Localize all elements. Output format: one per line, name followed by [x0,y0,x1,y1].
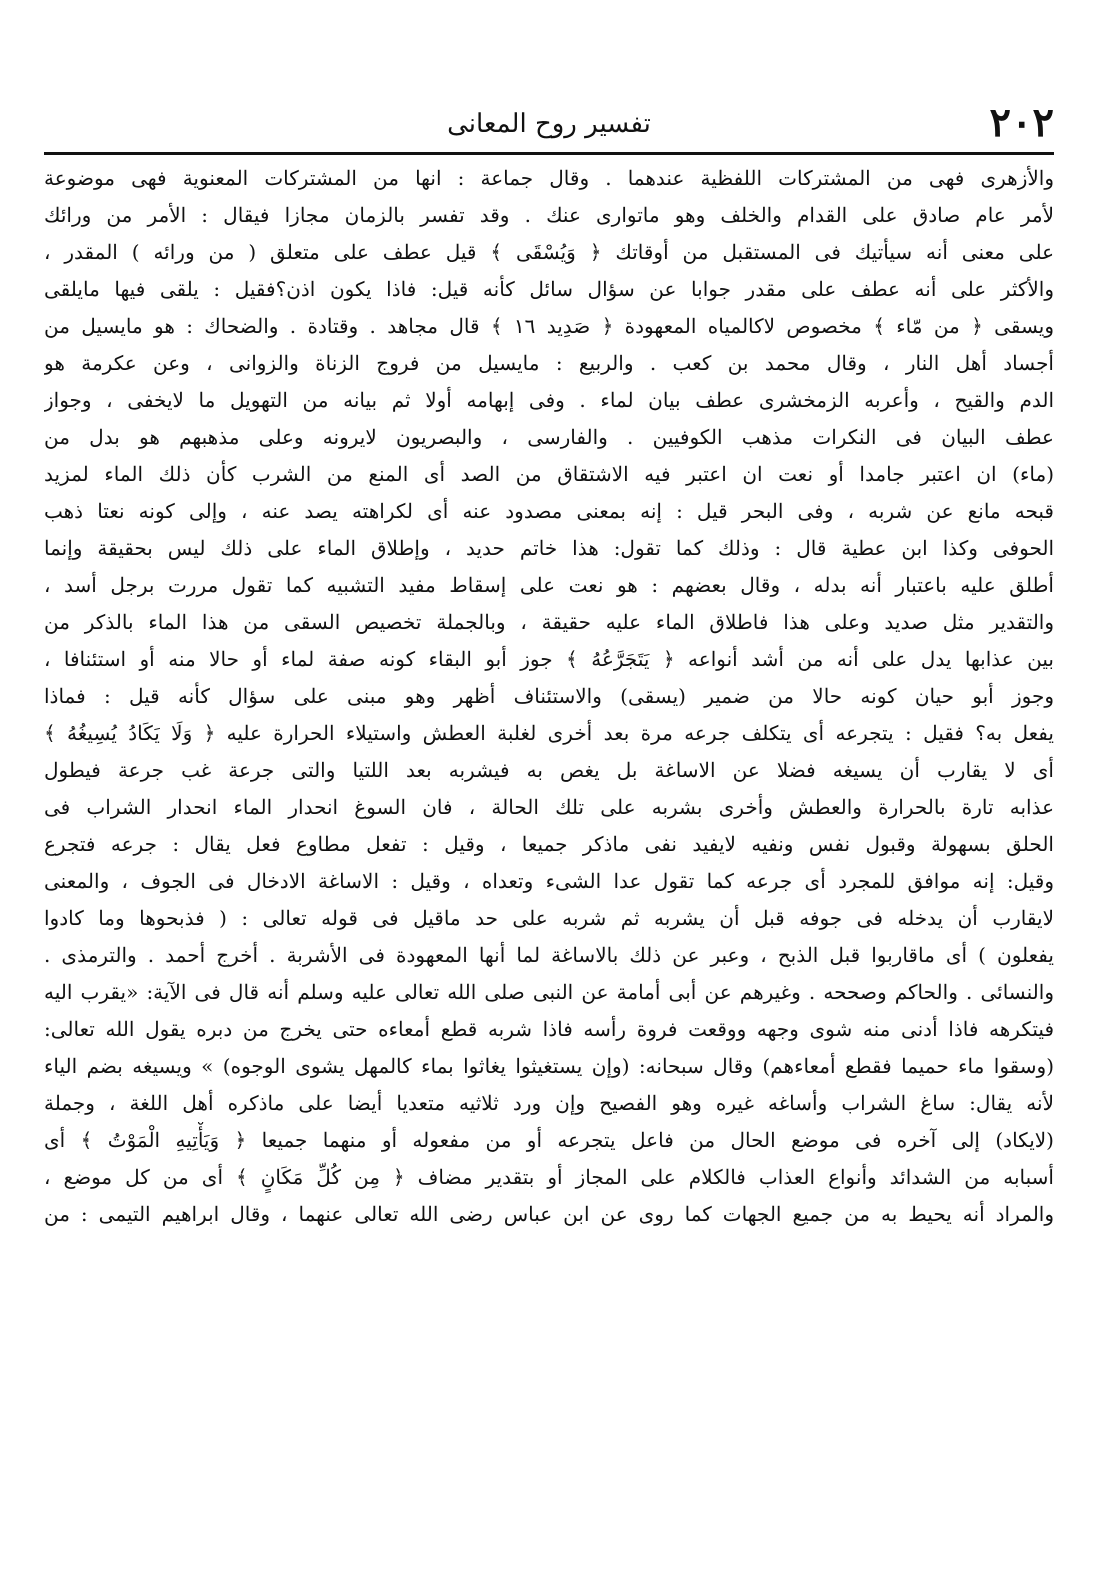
running-title: تفسير روح المعانى [447,109,651,139]
text-line: فيتكرهه فاذا أدنى منه شوى وجهه ووقعت فروة رأسه فاذا شربه قطع أمعاءه حتى يخرج من دبره يقول الله تعالى: [44,1017,1054,1041]
text-line: عذابه تارة بالحرارة والعطش وأخرى بشربه على تلك الحالة ، فان السوغ انحدار الماء انحدار الشراب فى [44,795,1054,819]
text-line: أطلق عليه باعتبار أنه بدله ، وقال بعضهم : هو نعت على إسقاط مفيد التشبيه كما تقول مررت برجل أسد ، [44,573,1054,597]
text-line: والنسائى . والحاكم وصححه . وغيرهم عن أبى أمامة عن النبى صلى الله تعالى عليه وسلم أنه قال فى الآية: «يقرب اليه [44,980,1054,1004]
text-line: الحلق بسهولة وقبول نفس ونفيه لايفيد نفى ماذكر جميعا ، وقيل : تفعل مطاوع فعل يقال : جرعه فتجرع [44,832,1054,856]
page-header [44,100,1054,150]
text-line: (ماء) ان اعتبر جامدا أو نعت ان اعتبر فيه الاشتقاق من الصد أى المنع من الشرب كأن ذلك الماء لمزيد [44,462,1054,486]
text-line: وقيل: إنه موافق للمجرد أى جرعه كما تقول عدا الشىء وتعداه ، وقيل : الاساغة الادخال فى الجوف ، والمعنى [44,869,1054,893]
text-line: ويسقى ﴿ من مّاء ﴾ مخصوص لاكالمياه المعهودة ﴿ صَدِيد ١٦ ﴾ قال مجاهد . وقتادة . والضحاك : هو مايسيل من [44,314,1054,338]
text-line: والأكثر على أنه عطف على مقدر جوابا عن سؤال سائل كأنه قيل: فاذا يكون اذن؟فقيل : يلقى فيها مايلقى [44,277,1054,301]
text-line: أى لا يقارب أن يسيغه فضلا عن الاساغة بل يغص به فيشربه بعد اللتيا والتى جرعة غب جرعة فيطول [44,758,1054,782]
text-line: على معنى أنه سيأتيك فى المستقبل من أوقاتك ﴿ وَيُسْقَى ﴾ قيل عطف على متعلق ( من ورائه ) المقدر ، [44,240,1054,264]
text-line: لأنه يقال: ساغ الشراب وأساغه غيره وهو الفصيح وإن ورد ثلاثيه متعديا أيضا على ماذكره أهل اللغة ، وجملة [44,1091,1054,1115]
text-line: لأمر عام صادق على القدام والخلف وهو ماتوارى عنك . وقد تفسر بالزمان مجازا فيقال : الأمر من ورائك [44,203,1054,227]
text-line: أسبابه من الشدائد وأنواع العذاب فالكلام على المجاز أو بتقدير مضاف ﴿ مِن كُلِّ مَكَانٍ ﴾ أى من كل موضع ، [44,1165,1054,1189]
text-line: والمراد أنه يحيط به من جميع الجهات كما روى عن ابن عباس رضى الله تعالى عنهما ، وقال ابراهيم التيمى : من [44,1202,1054,1226]
text-line: أجساد أهل النار ، وقال محمد بن كعب . والربيع : مايسيل من فروج الزناة والزوانى ، وعن عكرمة هو [44,351,1054,375]
text-line: بين عذابها يدل على أنه من أشد أنواعه ﴿ يَتَجَرَّعُهُ ﴾ جوز أبو البقاء كونه صفة لماء أو حالا منه أو استئنافا ، [44,647,1054,671]
text-line: والأزهرى فهى من المشتركات اللفظية عندهما . وقال جماعة : انها من المشتركات المعنوية فهى موضوعة [44,166,1054,190]
text-line: عطف البيان فى النكرات مذهب الكوفيين . والفارسى ، والبصريون لايرونه وعلى مذهبهم هو بدل من [44,425,1054,449]
text-line: قبحه مانع عن شربه ، وفى البحر قيل : إنه بمعنى مصدود عنه أى لكراهته يصد عنه ، وإلى كونه نعتا ذهب [44,499,1054,523]
text-line: (وسقوا ماء حميما فقطع أمعاءهم) وقال سبحانه: (وإن يستغيثوا يغاثوا بماء كالمهل يشوى الوجوه) » ويسيغه بضم الياء [44,1054,1054,1078]
page-number: ٢٠٢ [989,99,1054,146]
text-line: (لايكاد) إلى آخره فى موضع الحال من فاعل يتجرعه أو من مفعوله أو منهما جميعا ﴿ وَيَأْتِيهِ الْمَوْتُ ﴾ أى [44,1128,1054,1152]
text-line: يفعلون ) أى ماقاربوا قبل الذبح ، وعبر عن ذلك بالاساغة لما أنها المعهودة فى الأشربة . أخرج أحمد . والترمذى . [44,943,1054,967]
body-text [44,160,1054,1233]
text-line: وجوز أبو حيان كونه حالا من ضمير (يسقى) والاستئناف أظهر وهو مبنى على سؤال كأنه قيل : فماذا [44,684,1054,708]
text-line: لايقارب أن يدخله فى جوفه قبل أن يشربه ثم شربه على حد ماقيل فى قوله تعالى : ( فذبحوها وما كادوا [44,906,1054,930]
text-line: الدم والقيح ، وأعربه الزمخشرى عطف بيان لماء . وفى إبهامه أولا ثم بيانه من التهويل ما لايخفى ، وجواز [44,388,1054,412]
text-line: يفعل به؟ فقيل : يتجرعه أى يتكلف جرعه مرة بعد أخرى لغلبة العطش واستيلاء الحرارة عليه ﴿ وَلَا يَكَادُ يُسِيغُهُ ﴾ [44,721,1054,745]
text-line: والتقدير مثل صديد وعلى هذا فاطلاق الماء عليه حقيقة ، وبالجملة تخصيص السقى من هذا الماء بالذكر من [44,610,1054,634]
header-rule [44,152,1054,155]
text-line: الحوفى وكذا ابن عطية قال : وذلك كما تقول: هذا خاتم حديد ، وإطلاق الماء على ذلك ليس بحقيقة وإنما [44,536,1054,560]
